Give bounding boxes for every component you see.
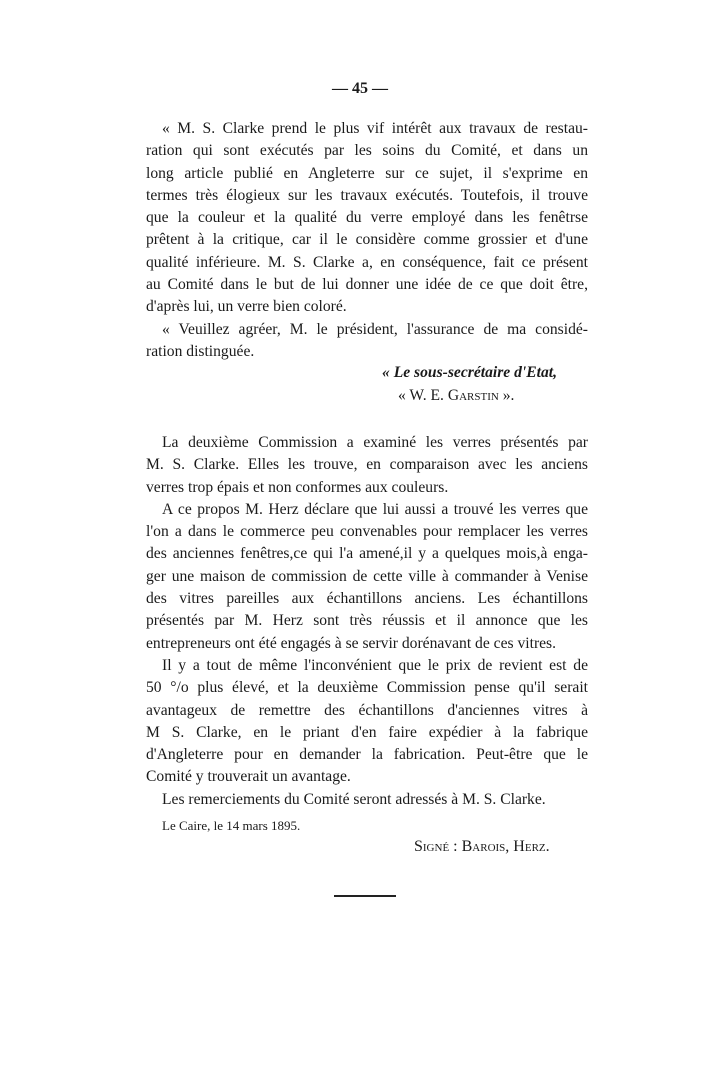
text-line: M S. Clarke, en le priant d'en faire expédier à la fabrique	[146, 723, 588, 741]
text-line: A ce propos M. Herz déclare que lui aussi a trouvé les verres que	[162, 500, 588, 518]
text-line: qualité inférieure. M. S. Clarke a, en conséquence, fait ce présent	[146, 253, 588, 271]
date-line: Le Caire, le 14 mars 1895.	[162, 818, 301, 833]
text-line: d'Angleterre pour en demander la fabrication. Peut-être que le	[146, 746, 588, 764]
text-line: M. S. Clarke. Elles les trouve, en comparaison avec les anciens	[146, 456, 588, 474]
signed-line: Signé : Barois, Herz.	[414, 838, 550, 855]
text-line: ration distinguée.	[146, 342, 255, 360]
text-line: présentés par M. Herz sont très réussis et il annonce que les	[146, 612, 588, 630]
signature-name: « W. E. Garstin ».	[398, 387, 515, 404]
text-line: des vitres pareilles aux échantillons anciens. Les échantillons	[146, 590, 588, 608]
text-line: Les remerciements du Comité seront adressés à M. S. Clarke.	[162, 790, 546, 808]
text-line: Il y a tout de même l'inconvénient que le prix de revient est de	[162, 656, 588, 674]
text-line: ration qui sont exécutés par les soins du Comité, et dans un	[146, 142, 588, 160]
text-line: des anciennes fenêtres,ce qui l'a amené,il y a quelques mois,à enga-	[146, 545, 588, 563]
text-line: 50 °/o plus élevé, et la deuxième Commission pense qu'il serait	[146, 679, 588, 697]
text-line: « Veuillez agréer, M. le président, l'assurance de ma considé-	[162, 320, 588, 338]
text-line: d'après lui, un verre bien coloré.	[146, 298, 347, 316]
text-line: prêtent à la critique, car il le considère comme grossier et d'une	[146, 231, 588, 249]
signature-title	[382, 364, 557, 382]
end-rule	[334, 895, 396, 897]
letter-body	[146, 118, 588, 363]
text-line: Comité y trouverait un avantage.	[146, 768, 351, 786]
text-line: long article publié en Angleterre sur ce sujet, il s'exprime en	[146, 164, 588, 182]
text-line: « M. S. Clarke prend le plus vif intérêt aux travaux de restau-	[162, 120, 588, 137]
signature-title-text: « Le sous-secrétaire d'Etat,	[382, 364, 557, 381]
text-line: que la couleur et la qualité du verre employé dans les fenêtrse	[146, 209, 588, 227]
page-number: — 45 —	[332, 80, 388, 97]
text-line: entrepreneurs ont été engagés à se servir dorénavant de ces vitres.	[146, 634, 557, 652]
text-line: verres trop épais et non conformes aux couleurs.	[146, 478, 449, 496]
text-line: avantageux de remettre des échantillons d'anciennes vitres à	[146, 701, 588, 719]
text-line: La deuxième Commission a examiné les verres présentés par	[162, 434, 588, 451]
text-line: termes très élogieux sur les travaux exécutés. Toutefois, il trouve	[146, 186, 588, 204]
text-line: l'on a dans le commerce peu convenables pour remplacer les verres	[146, 523, 588, 541]
text-line: au Comité dans le but de lui donner une idée de ce que doit être,	[146, 276, 588, 294]
text-line: ger une maison de commission de cette ville à commander à Venise	[146, 567, 588, 585]
report-body	[146, 432, 588, 811]
